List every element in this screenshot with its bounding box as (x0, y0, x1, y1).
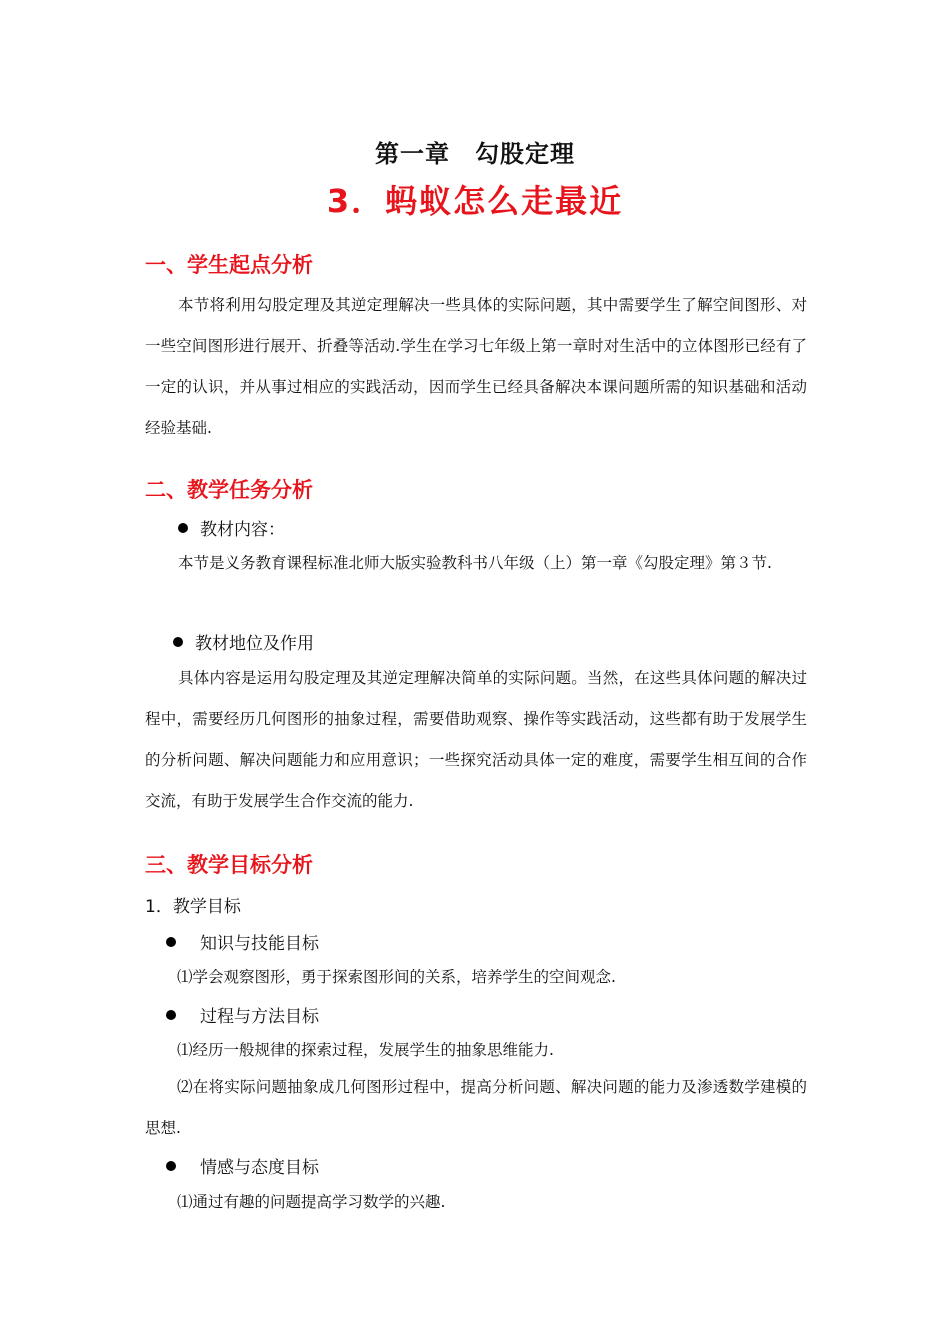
subheading-teaching-goals: 1．教学目标 (145, 897, 241, 917)
bullet-knowledge-goal (166, 929, 319, 954)
bullet-dot-icon (166, 1161, 176, 1171)
chapter-title: 第一章 勾股定理 (375, 140, 575, 168)
bullet-process-goal (166, 1002, 319, 1027)
section-heading-task-analysis: 二、教学任务分析 (145, 478, 313, 502)
knowledge-goal-item-1: ⑴学会观察图形，勇于探索图形间的关系，培养学生的空间观念. (177, 968, 616, 986)
process-goal-item-1: ⑴经历一般规律的探索过程，发展学生的抽象思维能力. (177, 1041, 554, 1059)
bullet-label: 知识与技能目标 (200, 934, 319, 954)
bullet-label: 情感与态度目标 (200, 1158, 319, 1178)
textbook-role-paragraph: 具体内容是运用勾股定理及其逆定理解决简单的实际问题。当然，在这些具体问题的解决过程中，需要经历几何图形的抽象过程，需要借助观察、操作等实践活动，这些都有助于发展学生的分析问题、解决问题能力和应用意识；一些探究活动具体一定的难度，需要学生相互间的合作交流，有助于发展学生合作交流的能力. (145, 669, 807, 810)
bullet-textbook-content (178, 515, 285, 540)
bullet-textbook-role (173, 629, 314, 654)
bullet-dot-icon (178, 523, 188, 533)
lesson-title: 3．蚂蚁怎么走最近 (326, 182, 624, 220)
section-heading-goal-analysis: 三、教学目标分析 (145, 853, 313, 877)
bullet-dot-icon (166, 937, 176, 947)
process-goal-item-2: ⑵在将实际问题抽象成几何图形过程中，提高分析问题、解决问题的能力及渗透数学建模的思想. (145, 1078, 807, 1137)
attitude-goal-item-1: ⑴通过有趣的问题提高学习数学的兴趣. (177, 1193, 446, 1211)
bullet-label: 教材内容： (200, 520, 285, 540)
bullet-label: 教材地位及作用 (195, 634, 314, 654)
bullet-dot-icon (166, 1010, 176, 1020)
student-analysis-paragraph: 本节将利用勾股定理及其逆定理解决一些具体的实际问题，其中需要学生了解空间图形、对一些空间图形进行展开、折叠等活动.学生在学习七年级上第一章时对生活中的立体图形已经有了一定的认识，并从事过相应的实践活动，因而学生已经具备解决本课问题所需的知识基础和活动经验基础. (145, 296, 807, 437)
bullet-label: 过程与方法目标 (200, 1007, 319, 1027)
section-heading-student-analysis: 一、学生起点分析 (145, 253, 313, 277)
textbook-content-paragraph: 本节是义务教育课程标准北师大版实验教科书八年级（上）第一章《勾股定理》第３节. (178, 554, 772, 572)
bullet-dot-icon (173, 637, 183, 647)
bullet-attitude-goal (166, 1153, 319, 1178)
